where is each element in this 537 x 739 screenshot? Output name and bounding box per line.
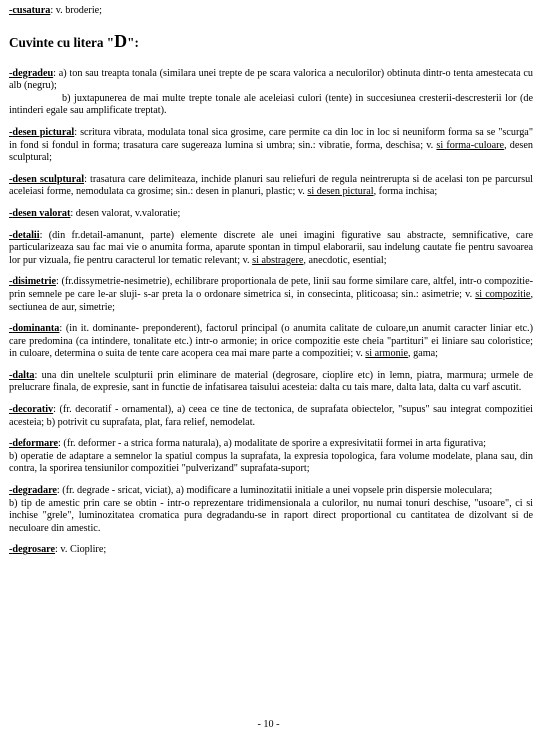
entry-deformare: -deformare: (fr. deformer - a strica forma naturala), a) modalitate de sporire a expresivitatii formei in arta figurativa; b) operatie de adaptare a semnelor la spatiul compus la suprafata, la expresia topologica, fara volume modelate, plana sau, din contra, la sporirea tensiunilor compozitiei "pulverizand" suprafata-suport; [9, 438, 533, 475]
entry-desen-pictural: -desen pictural: scritura vibrata, modulata tonal sica grosime, care permite ca din loc in loc si neuniform forma sa se "scurga" in fond si fondul in forma; trasatura care sugereaza lumina si umbra; sin.: vibratie, forma, deschisa; v. si forma-culoare, desen sculptural; [9, 126, 533, 164]
term-desen-sculptural: desen sculptural [12, 173, 85, 185]
section-letter: D [114, 30, 128, 51]
entry-desen-sculptural: -desen sculptural: trasatura care delimiteaza, inchide planuri sau reliefuri de regula neintrerupta si de acelasi ton pe parcursul aceleiasi forme, nemodulata ca grosime; sin.: desen in planuri, plastic; v. si desen pictural, forma inchisa; [9, 173, 534, 198]
term-decorativ: decorativ [12, 404, 54, 416]
entry-decorativ: -decorativ: (fr. decoratif - ornamental), a) ceea ce tine de tectonica, de suprafata obiectelor, "supus" sau integrat compozitiei acesteia; b) potrivit cu suprafata, plat, fara relief, nemodelat. [9, 404, 533, 428]
cross-reference-link[interactable]: si forma-culoare [436, 139, 505, 151]
entry-cusatura: -cusatura: v. broderie; [9, 5, 103, 16]
entry-dalta: -dalta: una din uneltele sculpturii prin eliminare de material (degrosare, cioplire etc) in lemn, piatra, marmura; urmele de prelucrare finala, de expresie, sant in functie de infatisarea taisului acesteia: dalta cu tais mare, dalta lata, dalta cu varf ascutit. [9, 369, 533, 394]
term-cusatura: cusatura [12, 5, 51, 16]
section-title: Cuvinte cu litera "D": [9, 30, 139, 51]
term-degradeu: degradeu [12, 67, 54, 79]
term-desen-pictural: desen pictural [12, 126, 75, 138]
entry-degradare: -degradare: (fr. degrade - sricat, viciat), a) modificare a luminozitatii initiale a unei vopsele prin dispersie moleculara; b) tip de amestic prin care se obtin - intr-o reprezentare tridimensionala a culorilor, nu numai tonuri deschise, "usoare", ci si inchise "grele", luminozitatea cromatica pura degradandu-se in raport direct proportional cu cantitatea de dizolvant si de neculoare din amestic. [9, 485, 533, 534]
cross-reference-link[interactable]: si desen pictural [307, 186, 374, 198]
term-desen-valorat: desen valorat [12, 207, 71, 219]
cross-reference-link[interactable]: si abstragere [252, 254, 304, 266]
term-degradare: degradare [12, 485, 57, 497]
cross-reference-link[interactable]: si armonie [365, 348, 409, 360]
entry-degradeu: -degradeu: a) ton sau treapta tonala (similara unei trepte de pe scara valorica a neculorilor) obtinuta dintr-o tenta amestecata cu alb (negru); b) juxtapunerea de mai multe trepte tonale ale aceleiasi culori (tente) in succesiunea cresterii-descresterii lor (de intinderi egale sau amplificate treptat). [9, 67, 533, 117]
entry-detalii: -detalii: (din fr.detail-amanunt, parte) elemente discrete ale unei imagini figurative sau abstracte, semnificative, care particularizeaza sau fac mai vie o anumita forma, aparute spontan in timpul elaborarii, sau indelung cautate fie pentru savoarea lor pur vizuala, fie pentru caracterul lor tematic relevant; v. si abstragere, anecdotic, esential; [9, 229, 533, 266]
term-dominanta: dominanta [12, 323, 60, 335]
term-deformare: deformare [12, 438, 59, 450]
term-dalta: dalta [12, 369, 35, 381]
term-degrosare: degrosare [12, 544, 56, 556]
definition-cusatura: : v. broderie; [50, 5, 103, 16]
dictionary-page [9, 5, 533, 557]
cross-reference-link[interactable]: si compozitie [475, 288, 531, 300]
entry-desen-valorat: -desen valorat: desen valorat, v.valoratie; [9, 207, 181, 219]
page-number: - 10 - [257, 719, 280, 730]
entry-degrosare: -degrosare: v. Cioplire; [9, 544, 107, 556]
term-detalii: detalii [12, 229, 40, 241]
entry-disimetrie: -disimetrie: (fr.dissymetrie-nesimetrie), echilibrare proportionala de pete, linii sau forme similare care, altfel, intr-o compozitie- prin semnele pe care le-ar sluji- s-ar preta la o ordonare simetrica si, in consecinta, pliticoasa; sin.: asimetrie; v. si compozitie, sectiunea de aur, simetrie; [9, 276, 534, 313]
term-disimetrie: disimetrie [12, 276, 56, 288]
entry-dominanta: -dominanta: (in it. dominante- preponderent), factorul principal (o anumita calitate de culoare,un anumit caracter liniar etc.) care predomina (ca intindere, tonalitate etc.) intr-o armonie; in orice compozitie este cheia "partituri" ei liniare sau coloristice; in culoare, determina o suita de tente care acopera cea mai mare parte a compozitiei; v. si armonie, gama; [9, 323, 533, 360]
